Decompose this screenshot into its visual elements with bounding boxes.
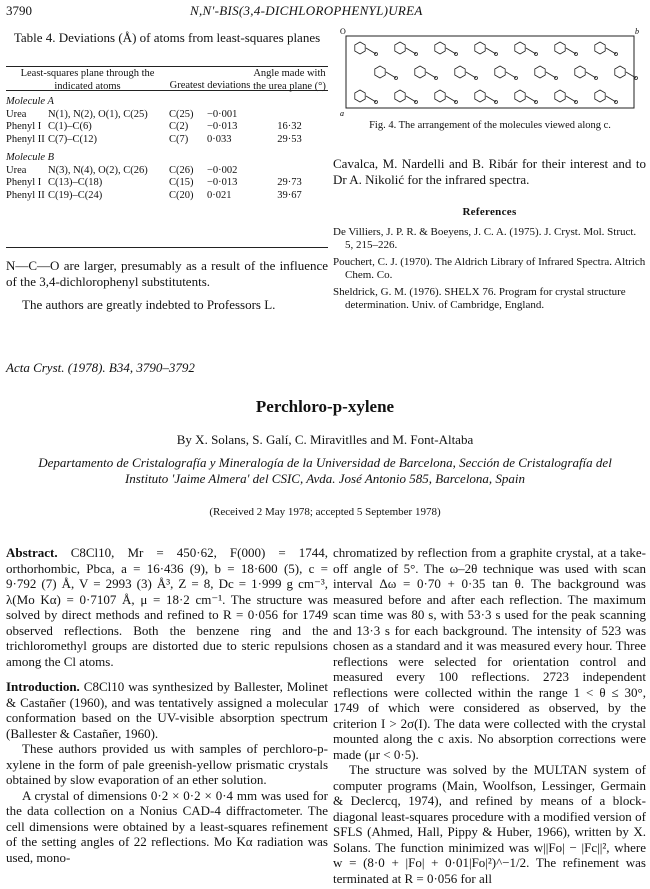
- abstract-text: C8Cl10, Mr = 450·62, F(000) = 1744, orthorhombic, Pbca, a = 16·436 (9), b = 18·600 (5), c = 9·792 (7) Å, V = 2993 (3) Å³, Z = 8, Dc = 1·999 g cm⁻³, λ(Mo Kα) = 0·7107 Å, μ = 18·2 cm⁻¹. The structure was solved by direct methods and refined to R = 0·056 for 1749 observed reflections. Both the benzene ring and the trichloromethyl groups are distorted due to steric repulsions among the Cl atoms.: [6, 545, 328, 669]
- methods-p1: chromatized by reflection from a graphite crystal, at a take-off angle of 5°. The ω–2θ technique was used with scan interval Δω = 0·70 + 0·35 tan θ. The background was measured before and after each reflection. The maximum scan time was 80 s, with 53·3 s used for the peak scanning and 13·3 s for each background. The intensity of 523 was chosen as a standard and it was measured every hour. Three reflections were selected for orientation control and measured every 100 reflections. 2723 independent reflections were collected within the range 1 < θ ≤ 30°, 1749 of which were considered as observed, by the criterion I > 2σ(I). The data were collected with the crystal mounted along the c axis. No absorption corrections were made (μr < 0·5).: [333, 545, 646, 762]
- phenyl-ring: [555, 90, 565, 102]
- left-paragraph-2: The authors are greatly indebted to Professors L.: [22, 297, 276, 312]
- table-row: Urea N(3), N(4), O(2), C(26) C(26) −0·002: [6, 164, 238, 176]
- methods-p2: The structure was solved by the MULTAN system of computer programs (Main, Woolfson, Lessinger, Germain & Declercq, 1974), and refined by means of a block-diagonal least-squares procedure with a modified version of SFLS (Ahmed, Hall, Pippy & Huber, 1966), written by X. Solans. The function minimized was w||Fo| − |Fc||², where w = (8·0 + |Fo| + 0·01|Fo|²)^−1/2. The refinement was terminated at R = 0·056 for all: [333, 762, 646, 886]
- article-authors: By X. Solans, S. Galí, C. Miravitlles and M. Font-Altaba: [176, 432, 474, 447]
- phenyl-ring: [595, 42, 605, 54]
- table-row: Urea N(1), N(2), O(1), C(25) C(25) −0·001: [6, 108, 238, 120]
- table-bottom-rule: [6, 247, 328, 248]
- introduction-p3: A crystal of dimensions 0·2 × 0·2 × 0·4 mm was used for the data collection on a Nonius CAD-4 diffractometer. The cell dimensions were obtained by a least-squares refinement of the setting angles of 22 reflections. Mo Kα radiation was used, mono-: [6, 787, 328, 865]
- abstract-label: Abstract.: [6, 545, 58, 560]
- reference-item: Sheldrick, G. M. (1976). SHELX 76. Program for crystal structure determination. Univ. of Cambridge, England.: [333, 286, 626, 311]
- col-header-angle: Angle made with the urea plane (°): [253, 68, 326, 92]
- unit-cell-outline: [346, 36, 634, 108]
- phenyl-ring: [455, 66, 465, 78]
- phenyl-ring: [515, 90, 525, 102]
- affiliation: Departamento de Cristalografía y Mineralogía de la Universidad de Barcelona, Sección de Cristalografía del Instituto 'Jaime Almera' del CSIC, Avda. José Antonio 585, Barcelona, Spain: [38, 455, 612, 486]
- phenyl-ring: [395, 90, 405, 102]
- page-number: 3790: [6, 3, 32, 18]
- acknowledgement-text: Cavalca, M. Nardelli and B. Ribár for their interest and to Dr A. Nikolić for the infrared spectra.: [333, 156, 646, 187]
- molecule-a-label-row: Molecule A: [6, 96, 54, 107]
- introduction-p1: C8Cl10 was synthesized by Ballester, Molinet & Castañer (1960), and was tentatively assigned a molecular conformation based on the UV-visible absorption spectrum (Ballester & Castañer, 1960).: [6, 679, 329, 741]
- phenyl-ring: [415, 66, 425, 78]
- phenyl-ring: [615, 66, 625, 78]
- deviation-table: [6, 68, 328, 202]
- col-header-plane: Least-squares plane through the indicated atoms: [20, 68, 155, 92]
- running-title: N,N'-BIS(3,4-DICHLOROPHENYL)UREA: [190, 3, 423, 18]
- introduction-label: Introduction.: [6, 679, 80, 694]
- phenyl-ring: [395, 42, 405, 54]
- figure-caption: Fig. 4. The arrangement of the molecules viewed along c.: [369, 120, 611, 131]
- col-header-deviation: Greatest deviations: [169, 80, 251, 91]
- left-paragraph-1: N—C—O are larger, presumably as a result of the influence of the 3,4-dichlorophenyl substitutents.: [6, 258, 328, 289]
- axis-label-b: b: [635, 27, 639, 36]
- received-dates: (Received 2 May 1978; accepted 5 September 1978): [209, 506, 441, 518]
- phenyl-ring: [555, 42, 565, 54]
- article-title: Perchloro-p-xylene: [255, 397, 395, 416]
- phenyl-ring: [535, 66, 545, 78]
- methods-section: [333, 545, 646, 886]
- phenyl-ring: [575, 66, 585, 78]
- molecule-packing-diagram: [338, 26, 644, 118]
- axis-label-a: a: [340, 109, 344, 118]
- introduction-p2: These authors provided us with samples of perchloro-p-xylene in the form of pale greenish-yellow prismatic crystals obtained by slow evaporation of an ether solution.: [6, 741, 328, 787]
- molecule-group: [355, 42, 638, 104]
- phenyl-ring: [515, 42, 525, 54]
- table-row: Phenyl II C(19)–C(24) C(20) 0·021 39·67: [6, 189, 302, 201]
- figure-4: [338, 26, 644, 118]
- phenyl-ring: [475, 42, 485, 54]
- phenyl-ring: [435, 90, 445, 102]
- phenyl-ring: [595, 90, 605, 102]
- table-row: Phenyl I C(1)–C(6) C(2) −0·013 16·32: [6, 121, 302, 132]
- molecule-b-label-row: Molecule B: [6, 152, 55, 163]
- abstract-section: [6, 545, 328, 865]
- phenyl-ring: [435, 42, 445, 54]
- reference-item: Pouchert, C. J. (1970). The Aldrich Library of Infrared Spectra. Altrich Chem. Co.: [333, 256, 646, 281]
- table-header-rule: [6, 90, 328, 91]
- table-row: Phenyl II C(7)–C(12) C(7) 0·033 29·53: [6, 133, 302, 145]
- phenyl-ring: [375, 66, 385, 78]
- references-heading: References: [462, 206, 517, 218]
- phenyl-ring: [495, 66, 505, 78]
- table-top-rule: [6, 66, 328, 67]
- reference-item: De Villiers, J. P. R. & Boeyens, J. C. A. (1975). J. Cryst. Mol. Struct. 5, 215–226.: [333, 226, 637, 251]
- table-row: Phenyl I C(13)–C(18) C(15) −0·013 29·73: [6, 177, 302, 188]
- phenyl-ring: [355, 42, 365, 54]
- phenyl-ring: [475, 90, 485, 102]
- phenyl-ring: [355, 90, 365, 102]
- journal-citation: Acta Cryst. (1978). B34, 3790–3792: [6, 360, 195, 375]
- axis-label-o: O: [340, 27, 346, 36]
- table4-caption: Table 4. Deviations (Å) of atoms from least-squares planes: [13, 30, 321, 45]
